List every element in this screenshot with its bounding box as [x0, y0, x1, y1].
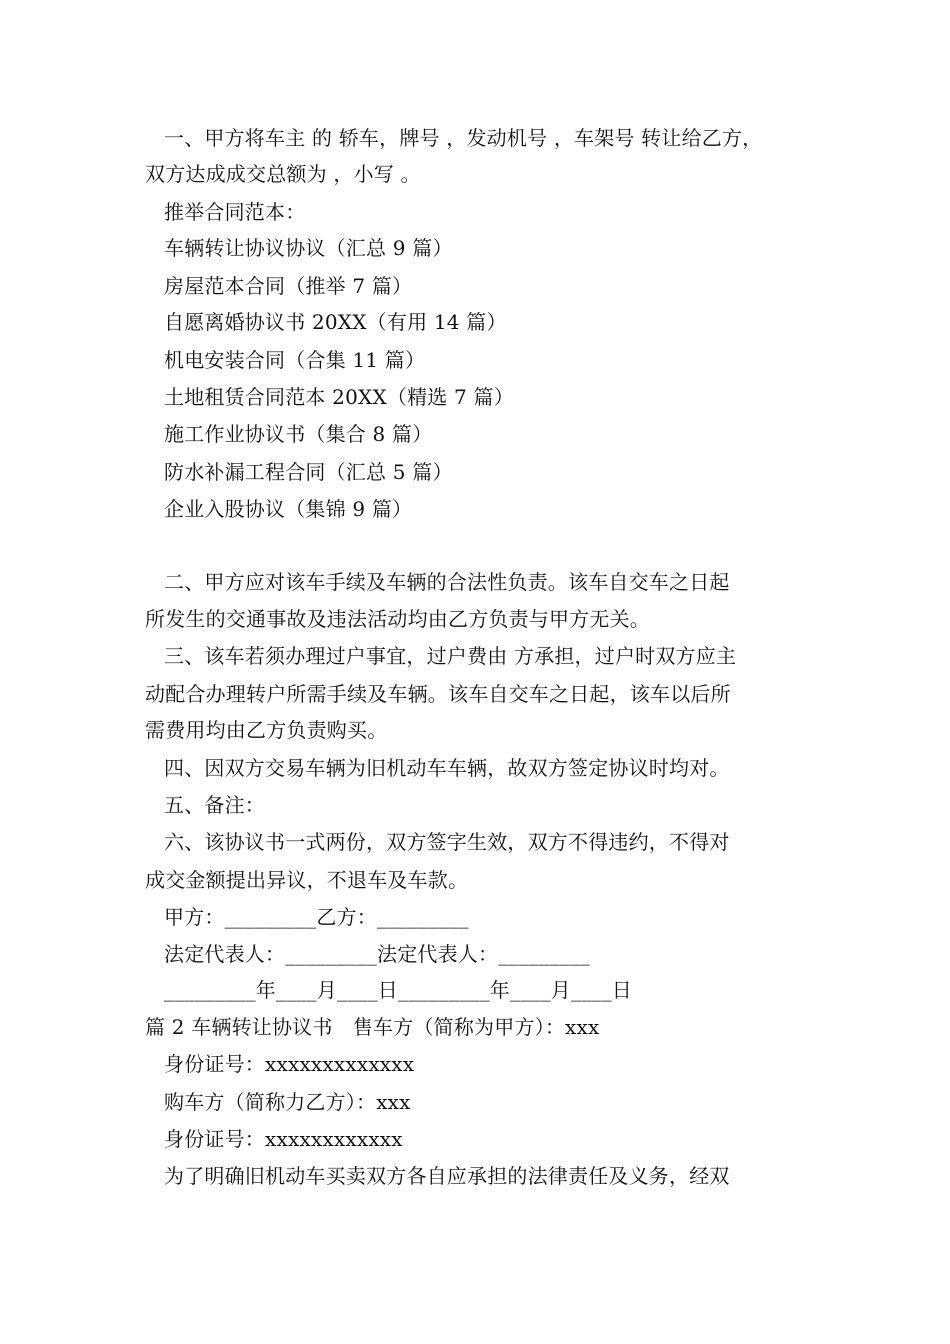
recommend-item: 车辆转让协议协议（汇总 9 篇）: [164, 236, 453, 260]
clause-3-line-2: 动配合办理转户所需手续及车辆。该车自交车之日起，该车以后所: [145, 682, 731, 706]
recommend-item: 机电安装合同（合集 11 篇）: [164, 348, 426, 372]
article-2-heading: 篇 2 车辆转让协议书 售车方（简称为甲方）：xxx: [145, 1015, 600, 1039]
recommend-item: 房屋范本合同（推举 7 篇）: [164, 274, 413, 298]
buyer-id: 身份证号：xxxxxxxxxxxx: [164, 1127, 403, 1151]
recommend-item: 土地租赁合同范本 20XX（精选 7 篇）: [164, 385, 514, 409]
clause-5: 五、备注：: [164, 793, 265, 817]
clause-4: 四、因双方交易车辆为旧机动车车辆，故双方签定协议时均对。: [164, 756, 730, 780]
clause-3-line-1: 三、该车若须办理过户事宜，过户费由 方承担，过户时双方应主: [164, 644, 737, 668]
recommend-item: 自愿离婚协议书 20XX（有用 14 篇）: [164, 310, 507, 334]
signature-dates: _________年____月____日_________年____月____日: [164, 978, 632, 1002]
clause-1-line-1: 一、甲方将车主 的 轿车，牌号 ，发动机号 ，车架号 转让给乙方，: [164, 126, 763, 150]
clause-3-line-3: 需费用均由乙方负责购买。: [145, 718, 388, 742]
clause-2-line-1: 二、甲方应对该车手续及车辆的合法性负责。该车自交车之日起: [164, 570, 730, 594]
signature-representatives: 法定代表人：_________法定代表人：_________: [164, 942, 590, 966]
recommend-item: 防水补漏工程合同（汇总 5 篇）: [164, 460, 453, 484]
clause-6-line-1: 六、该协议书一式两份，双方签字生效，双方不得违约，不得对: [164, 830, 730, 854]
seller-id: 身份证号：xxxxxxxxxxxxx: [164, 1052, 415, 1076]
recommend-item: 企业入股协议（集锦 9 篇）: [164, 497, 413, 521]
preamble-line: 为了明确旧机动车买卖双方各自应承担的法律责任及义务，经双: [164, 1164, 730, 1188]
buyer: 购车方（简称力乙方）：xxx: [164, 1090, 411, 1114]
recommend-item: 施工作业协议书（集合 8 篇）: [164, 422, 433, 446]
clause-2-line-2: 所发生的交通事故及违法活动均由乙方负责与甲方无关。: [145, 607, 650, 631]
signature-parties: 甲方：_________乙方：_________: [164, 905, 469, 929]
clause-1-line-2: 双方达成成交总额为 ，小写 。: [145, 162, 421, 186]
clause-6-line-2: 成交金额提出异议，不退车及车款。: [145, 868, 469, 892]
recommend-heading: 推举合同范本：: [164, 200, 306, 224]
